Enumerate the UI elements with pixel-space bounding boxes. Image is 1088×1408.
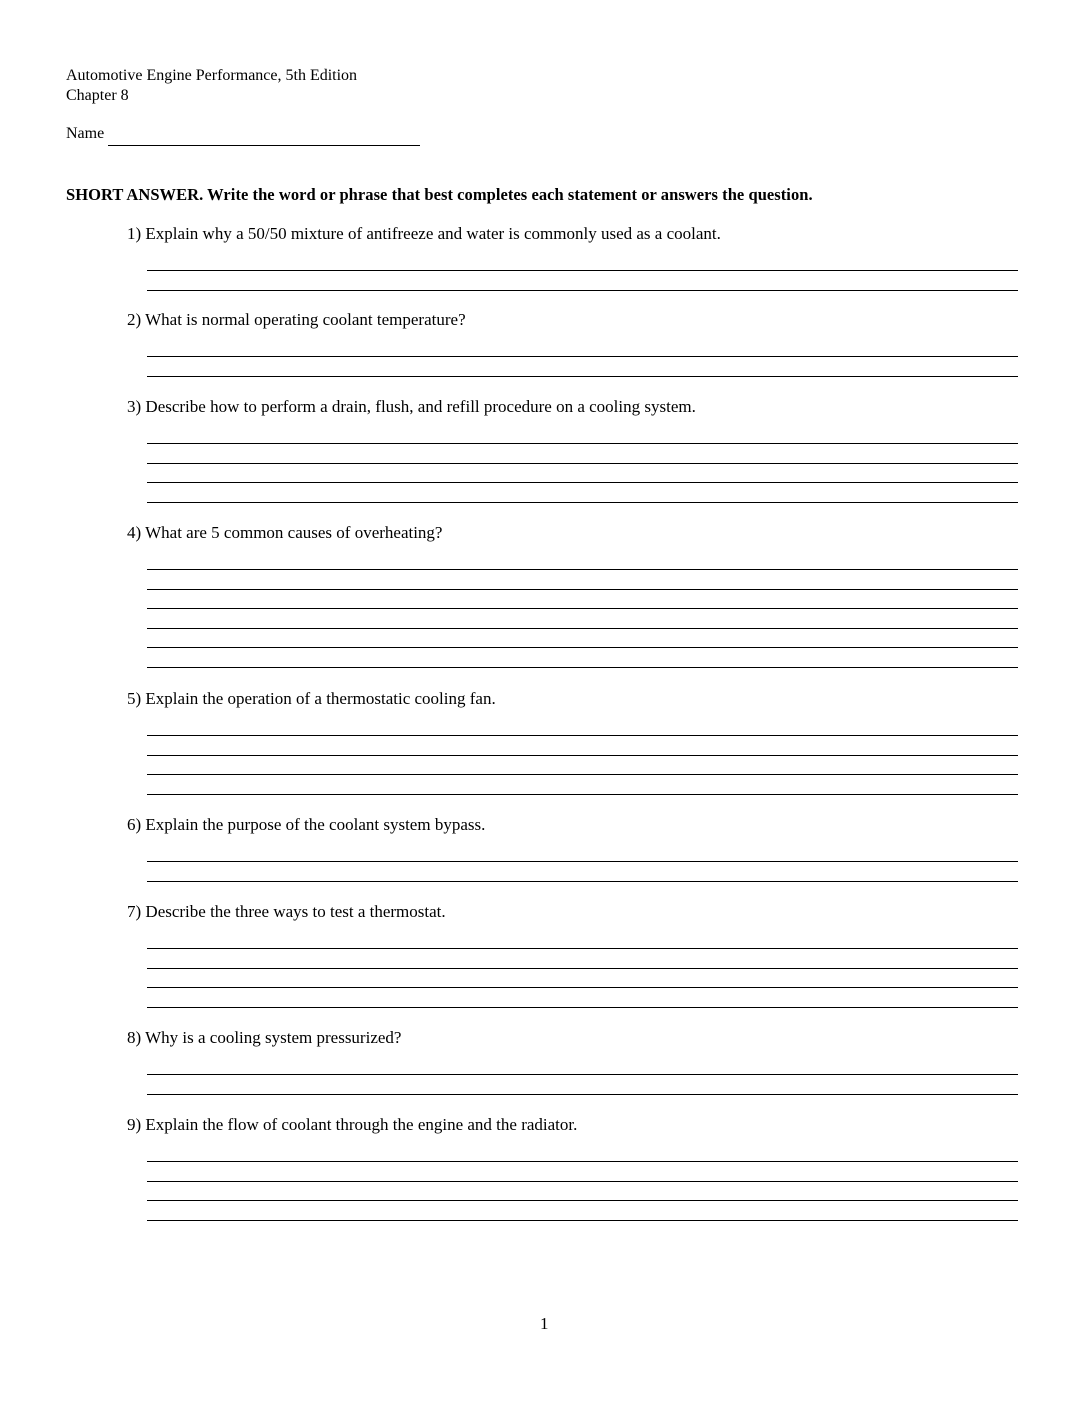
section-instruction: SHORT ANSWER. Write the word or phrase that best completes each statement or answers the question. xyxy=(66,185,813,204)
page-number: 1 xyxy=(540,1314,549,1333)
answer-line[interactable] xyxy=(147,667,1018,668)
answer-line[interactable] xyxy=(147,502,1018,503)
answer-line[interactable] xyxy=(147,1161,1018,1162)
answer-line[interactable] xyxy=(147,735,1018,736)
answer-line[interactable] xyxy=(147,608,1018,609)
answer-line[interactable] xyxy=(147,881,1018,882)
answer-line[interactable] xyxy=(147,987,1018,988)
answer-line[interactable] xyxy=(147,774,1018,775)
name-label: Name xyxy=(66,125,105,142)
answer-line[interactable] xyxy=(147,443,1018,444)
answer-line[interactable] xyxy=(147,1074,1018,1075)
answer-line[interactable] xyxy=(147,628,1018,629)
question-text: 1) Explain why a 50/50 mixture of antifreeze and water is commonly used as a coolant. xyxy=(127,224,721,243)
answer-line[interactable] xyxy=(147,1200,1018,1201)
question-text: 5) Explain the operation of a thermostatic cooling fan. xyxy=(127,689,496,708)
answer-line[interactable] xyxy=(147,356,1018,357)
question-text: 3) Describe how to perform a drain, flush, and refill procedure on a cooling system. xyxy=(127,397,696,416)
answer-line[interactable] xyxy=(147,290,1018,291)
answer-line[interactable] xyxy=(147,861,1018,862)
answer-line[interactable] xyxy=(147,569,1018,570)
name-field[interactable] xyxy=(108,145,420,146)
question-text: 7) Describe the three ways to test a thermostat. xyxy=(127,902,446,921)
answer-line[interactable] xyxy=(147,270,1018,271)
question-text: 2) What is normal operating coolant temperature? xyxy=(127,310,466,329)
answer-line[interactable] xyxy=(147,1181,1018,1182)
answer-line[interactable] xyxy=(147,1220,1018,1221)
answer-line[interactable] xyxy=(147,376,1018,377)
answer-line[interactable] xyxy=(147,647,1018,648)
question-text: 9) Explain the flow of coolant through the engine and the radiator. xyxy=(127,1115,578,1134)
answer-line[interactable] xyxy=(147,463,1018,464)
book-title: Automotive Engine Performance, 5th Edition xyxy=(66,67,358,84)
answer-line[interactable] xyxy=(147,589,1018,590)
answer-line[interactable] xyxy=(147,794,1018,795)
chapter-label: Chapter 8 xyxy=(66,87,129,104)
answer-line[interactable] xyxy=(147,755,1018,756)
answer-line[interactable] xyxy=(147,482,1018,483)
question-text: 8) Why is a cooling system pressurized? xyxy=(127,1028,402,1047)
answer-line[interactable] xyxy=(147,1094,1018,1095)
answer-line[interactable] xyxy=(147,948,1018,949)
answer-line[interactable] xyxy=(147,968,1018,969)
answer-line[interactable] xyxy=(147,1007,1018,1008)
question-text: 6) Explain the purpose of the coolant system bypass. xyxy=(127,815,486,834)
question-text: 4) What are 5 common causes of overheating? xyxy=(127,523,443,542)
